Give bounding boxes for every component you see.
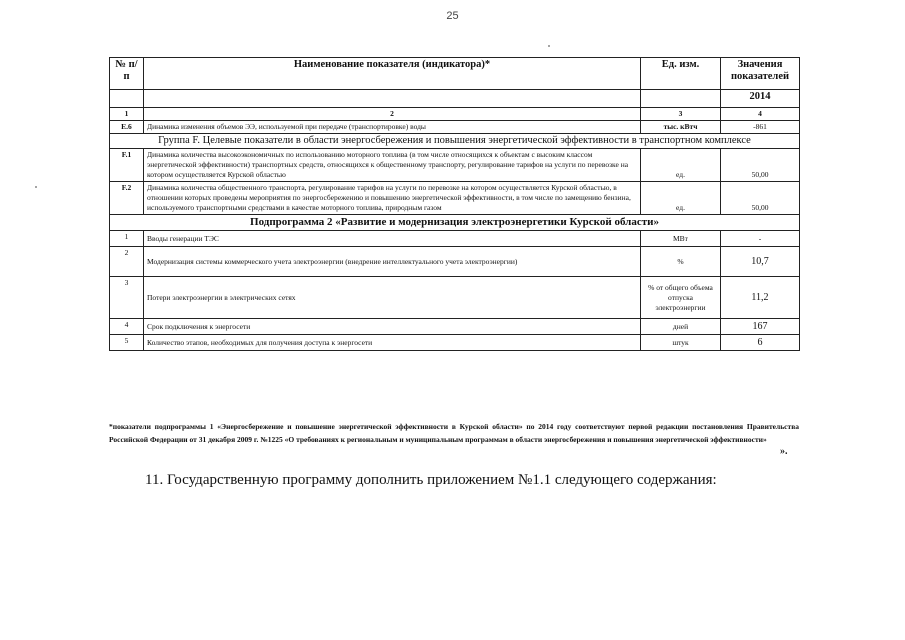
row-value: 10,7 <box>721 247 800 277</box>
table-row <box>110 319 800 335</box>
row-name: Динамика изменения объемов ЭЭ, используемой при передаче (транспортировке) воды <box>144 121 641 134</box>
row-value: 6 <box>721 335 800 351</box>
row-num: 2 <box>110 247 144 277</box>
header-name: Наименование показателя (индикатора)* <box>144 58 641 90</box>
row-num: Е.6 <box>110 121 144 134</box>
row-num: F.2 <box>110 182 144 215</box>
row-num: 3 <box>110 277 144 319</box>
col-number: 4 <box>721 108 800 121</box>
row-num: 4 <box>110 319 144 335</box>
scan-speck <box>548 45 550 47</box>
row-value: - <box>721 231 800 247</box>
row-unit: штук <box>641 335 721 351</box>
row-num: 1 <box>110 231 144 247</box>
row-unit: ед. <box>641 182 721 215</box>
row-value: -861 <box>721 121 800 134</box>
subprogram2-title: Подпрограмма 2 «Развитие и модернизация электроэнергетики Курской области» <box>110 215 800 231</box>
header-year-empty <box>110 90 144 108</box>
row-name: Потери электроэнергии в электрических сетях <box>144 277 641 319</box>
header-value: Значения показателей <box>721 58 800 90</box>
row-value: 11,2 <box>721 277 800 319</box>
col-number: 1 <box>110 108 144 121</box>
table-row <box>110 149 800 182</box>
row-unit: МВт <box>641 231 721 247</box>
col-number: 2 <box>144 108 641 121</box>
row-name: Модернизация системы коммерческого учета электроэнергии (внедрение интеллектуального учета электроэнергии) <box>144 247 641 277</box>
header-unit: Ед. изм. <box>641 58 721 90</box>
table-row <box>110 121 800 134</box>
scan-speck <box>35 186 37 188</box>
row-name: Срок подключения к энергосети <box>144 319 641 335</box>
row-num: F.1 <box>110 149 144 182</box>
row-value: 50,00 <box>721 149 800 182</box>
row-unit: дней <box>641 319 721 335</box>
header-year-empty <box>144 90 641 108</box>
row-unit: тыс. кВтч <box>641 121 721 134</box>
row-name: Вводы генерации ТЭС <box>144 231 641 247</box>
row-unit: % <box>641 247 721 277</box>
row-unit: ед. <box>641 149 721 182</box>
footnote: *показатели подпрограммы 1 «Энергосбережение и повышение энергетической эффективности в Курской области» по 2014 году соответствуют первой редакции постановления Правительства Российской Федерации от 31 декабря 2009 г. №1225 «О требованиях к региональным и муниципальным программам в области энергосбережения и повышения энергетической эффективности» <box>109 422 799 444</box>
table-row <box>110 231 800 247</box>
header-year: 2014 <box>721 90 800 108</box>
group-f-title: Группа F. Целевые показатели в области энергосбережения и повышения энергетической эффективности в транспортном комплексе <box>110 134 800 149</box>
row-name: Количество этапов, необходимых для получения доступа к энергосети <box>144 335 641 351</box>
footnote-close-quote: ». <box>780 446 788 457</box>
row-value: 50,00 <box>721 182 800 215</box>
table-row <box>110 335 800 351</box>
page-number: 25 <box>446 10 459 22</box>
row-name: Динамика количества высокоэкономичных по использованию моторного топлива (в том числе относящихся к объектам с высоким классом энергетической эффективности) транспортных средств, относящихся к общественному транспорту, регулирование тарифов на услуги по перевозке на котором осуществляется Курской областью <box>144 149 641 182</box>
table-row <box>110 182 800 215</box>
row-name: Динамика количества общественного транспорта, регулирование тарифов на услуги по перевозке на котором осуществляется Курской областью, в отношении которых проведены мероприятия по энергосбережению и повышению энергетической эффективности, в том числе по замещению бензина, используемого транспортными средствами в качестве моторного топлива, природным газом <box>144 182 641 215</box>
header-year-empty <box>641 90 721 108</box>
indicators-table <box>109 57 800 351</box>
row-value: 167 <box>721 319 800 335</box>
item-11-paragraph: 11. Государственную программу дополнить приложением №1.1 следующего содержания: <box>145 472 717 488</box>
col-number: 3 <box>641 108 721 121</box>
header-num: № п/п <box>110 58 144 90</box>
row-unit: % от общего объема отпуска электроэнергии <box>641 277 721 319</box>
table-row <box>110 277 800 319</box>
row-num: 5 <box>110 335 144 351</box>
table-row <box>110 247 800 277</box>
